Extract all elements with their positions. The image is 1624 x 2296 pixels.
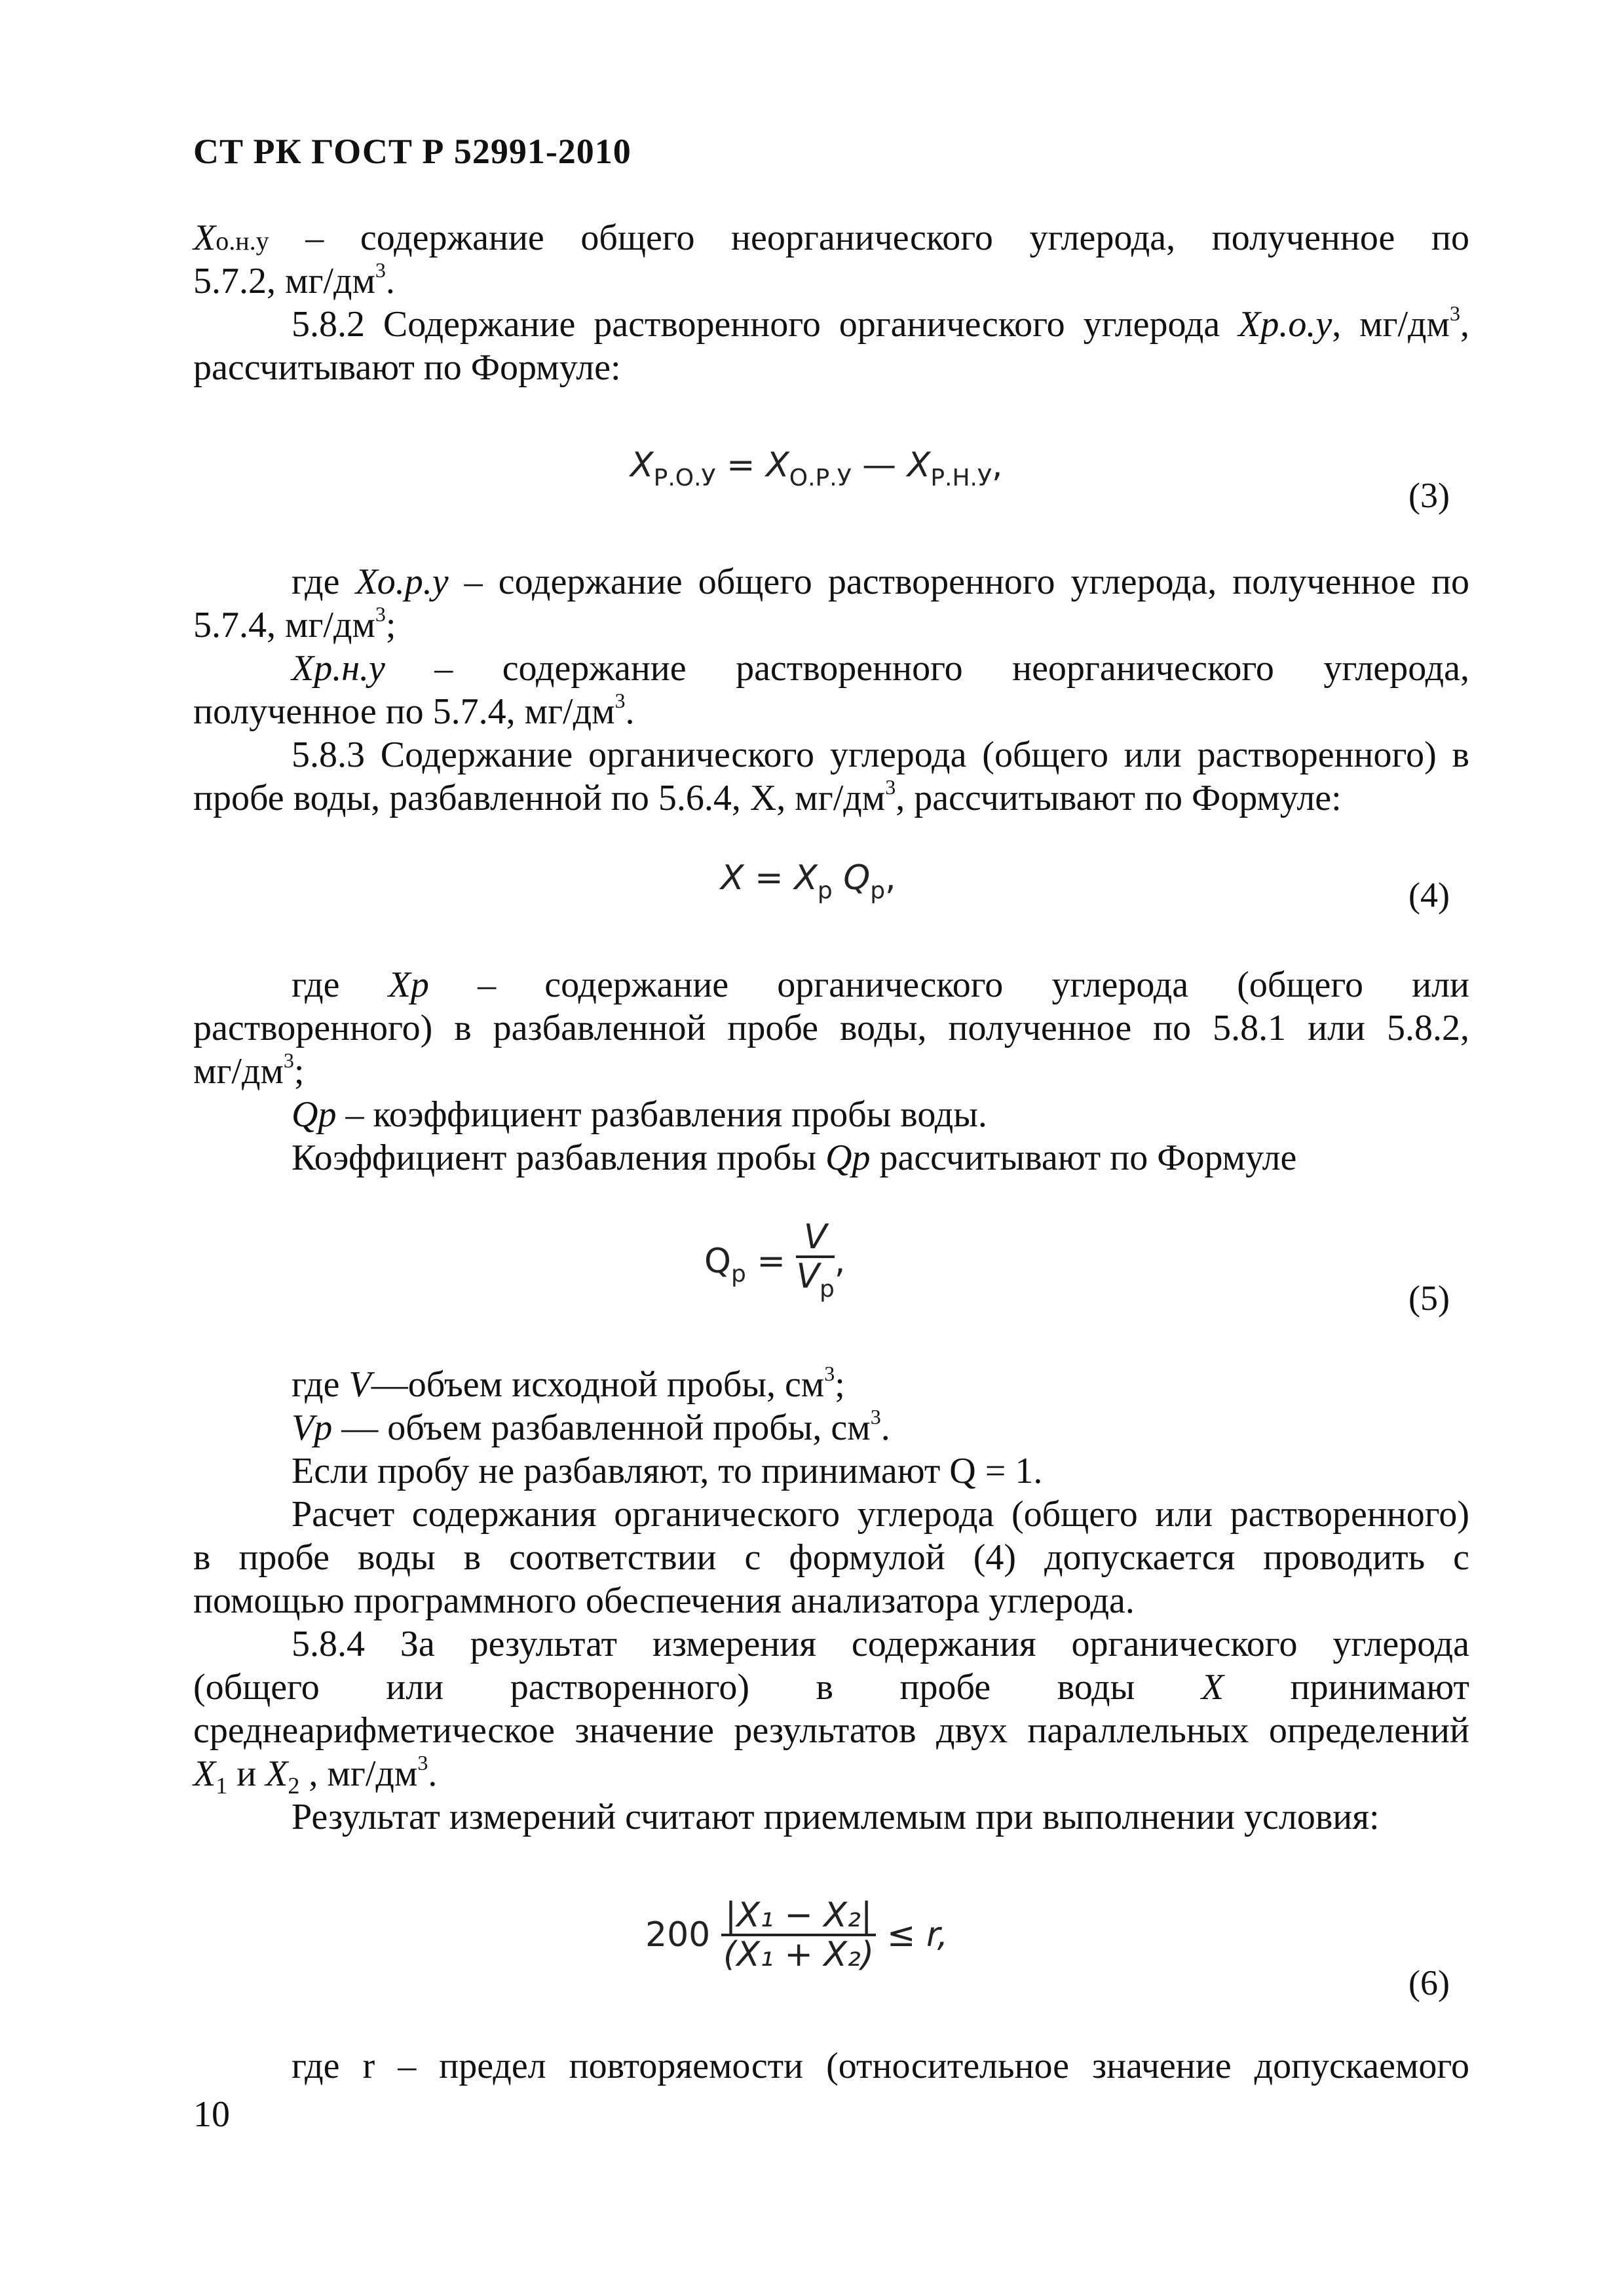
formula-op: ,: [885, 858, 896, 898]
para-calc-line3: помощью программного обеспечения анализатора углерода.: [193, 1580, 1135, 1621]
text: где: [292, 1364, 349, 1405]
text: пробе воды, разбавленной по 5.6.4, Х, мг/дм: [193, 778, 886, 818]
formula-symbol: X: [794, 858, 818, 898]
para-calc-line2: в пробе воды в соответствии с формулой (4) допускается проводить с: [193, 1537, 1469, 1578]
text: рассчитывают по Формуле: [870, 1138, 1297, 1178]
equation-number-4: (4): [1408, 875, 1450, 915]
symbol: Х: [265, 1753, 288, 1794]
symbol: Qр: [292, 1094, 337, 1135]
formula-op: =: [715, 446, 766, 485]
para-5-8-4: 5.8.4 За результат измерения содержания органического углерода: [292, 1624, 1469, 1664]
subscript: 1: [216, 1772, 228, 1799]
formula-symbol: X: [766, 446, 789, 485]
formula-4: [721, 858, 896, 904]
formula-3: [630, 446, 1002, 491]
formula-op: ,: [834, 1242, 846, 1281]
para-qp: [292, 1093, 987, 1136]
fraction-denominator: [796, 1258, 834, 1308]
formula-symbol: Q: [832, 858, 871, 898]
text: ;: [293, 1051, 305, 1092]
para-5-8-4-line4: [193, 1751, 438, 1799]
superscript: 3: [614, 689, 626, 712]
superscript: 3: [824, 1362, 835, 1385]
text: и: [227, 1753, 266, 1794]
formula-sub: p: [730, 1261, 746, 1288]
text: –: [336, 1094, 373, 1135]
fraction-numerator: |X₁ − X₂|: [721, 1897, 877, 1936]
text: –: [448, 562, 499, 602]
symbol: Хо.р.у: [355, 562, 449, 602]
formula-op: =: [746, 1242, 797, 1281]
formula-coef: 200: [645, 1915, 711, 1955]
text: коэффициент разбавления пробы воды.: [373, 1094, 987, 1135]
para-last: где r – предел повторяемости (относительное значение допускаемого: [292, 2046, 1469, 2086]
symbol: Х: [1201, 1667, 1224, 1708]
formula-symbol: X: [721, 858, 744, 898]
document-header: СТ РК ГОСТ Р 52991-2010: [193, 132, 632, 171]
superscript: 3: [375, 258, 386, 282]
fraction-denominator: (X₁ + X₂): [723, 1935, 875, 1974]
para-5-8-4-line3: среднеарифметическое значение результатов двух параллельных определений: [193, 1710, 1469, 1751]
superscript: 3: [1450, 301, 1460, 325]
subscript: 2: [288, 1772, 300, 1799]
formula-sub: р: [817, 877, 833, 904]
symbol: Хр: [388, 965, 429, 1005]
text: содержание общего растворенного углерода, полученное по: [498, 562, 1469, 602]
para-calc-line1: Расчет содержания органического углерода (общего или растворенного): [292, 1494, 1469, 1535]
text: —объем исходной пробы, см: [371, 1364, 825, 1405]
text: – содержание общего неорганического углерода, полученное по: [269, 218, 1469, 258]
equation-number-6: (6): [1408, 1963, 1450, 2002]
symbol-sub: о.н.у: [216, 226, 269, 256]
formula-op: =: [744, 858, 795, 898]
text: .: [880, 1407, 890, 1448]
para-vp: [292, 1406, 890, 1449]
formula-sub: Р.О.У: [653, 465, 716, 491]
para-where-3-cont: [193, 603, 396, 647]
formula-symbol: V: [796, 1257, 820, 1296]
symbol: Qр: [825, 1138, 871, 1178]
text: 5.7.2, мг/дм: [193, 261, 375, 301]
text: ;: [835, 1364, 845, 1405]
formula-op: ,: [991, 446, 1003, 485]
formula-sub: Р.Н.У: [930, 465, 992, 491]
formula-5: [704, 1219, 845, 1308]
superscript: 3: [885, 775, 896, 799]
formula-symbol: X: [907, 446, 931, 485]
text: , мг/дм: [299, 1753, 418, 1794]
superscript: 3: [870, 1405, 881, 1428]
formula-symbol: Q: [704, 1242, 731, 1281]
symbol: Vр: [292, 1407, 333, 1448]
text: мг/дм: [193, 1051, 284, 1092]
text: 5.7.4, мг/дм: [193, 605, 375, 645]
para-xrnu-cont: [193, 690, 635, 733]
para-5-8-3: 5.8.3 Содержание органического углерода (общего или растворенного) в: [292, 735, 1469, 775]
text: .: [625, 691, 635, 732]
text: ,: [1460, 304, 1469, 345]
text: полученное по 5.7.4, мг/дм: [193, 691, 615, 732]
para-no-dilution: Если пробу не разбавляют, то принимают Q = 1.: [292, 1451, 1043, 1491]
symbol: Х: [193, 1753, 216, 1794]
text: , мг/дм: [1332, 304, 1450, 345]
formula-symbol: X: [630, 446, 654, 485]
formula-sub: О.Р.У: [789, 465, 852, 491]
symbol: Хр.о.у: [1238, 304, 1332, 345]
text: принимают: [1224, 1667, 1469, 1708]
para-5-8-2: [292, 303, 1469, 346]
para-where-5: [292, 1363, 845, 1406]
text: .: [385, 261, 395, 301]
symbol: Х: [193, 218, 216, 258]
para-where-3: [292, 560, 1469, 603]
symbol: Хр.н.у: [292, 648, 385, 689]
para-where-4-line3: [193, 1050, 304, 1093]
text: где: [292, 562, 356, 602]
text: – содержание растворенного неорганического углерода,: [385, 648, 1469, 689]
text: – содержание органического углерода (общего или: [428, 965, 1469, 1005]
superscript: 3: [283, 1048, 294, 1072]
superscript: 3: [417, 1751, 428, 1774]
para-xrnu: [292, 647, 1469, 690]
text: Коэффициент разбавления пробы: [292, 1138, 826, 1178]
formula-6: [645, 1897, 948, 1973]
superscript: 3: [375, 602, 386, 626]
equation-number-5: (5): [1408, 1278, 1450, 1318]
text: ;: [385, 605, 396, 645]
para-5-8-4-line2: [193, 1666, 1469, 1709]
formula-op: ≤ r,: [876, 1915, 949, 1955]
para-where-4-line2: растворенного) в разбавленной пробе воды, полученное по 5.8.1 или 5.8.2,: [193, 1008, 1469, 1048]
text: .: [428, 1753, 438, 1794]
para-acceptance: Результат измерений считают приемлемым при выполнении условия:: [292, 1797, 1380, 1837]
formula-op: —: [851, 446, 907, 485]
para-xonu-cont: [193, 259, 395, 303]
para-xonu: [193, 216, 1469, 263]
fraction: [721, 1897, 877, 1973]
formula-sub: р: [870, 877, 886, 904]
para-where-4: [292, 963, 1469, 1006]
fraction: [796, 1219, 834, 1308]
equation-number-3: (3): [1408, 476, 1450, 515]
para-5-8-3-cont: [193, 776, 1342, 820]
text: (общего или растворенного) в пробе воды: [193, 1667, 1201, 1708]
symbol: V: [349, 1364, 371, 1405]
text: , рассчитывают по Формуле:: [896, 778, 1342, 818]
text: где: [292, 965, 388, 1005]
fraction-numerator: V: [796, 1219, 834, 1258]
page-number: 10: [193, 2094, 230, 2135]
para-5-8-2-cont: рассчитывают по Формуле:: [193, 347, 621, 388]
text: — объем разбавленной пробы, см: [332, 1407, 871, 1448]
formula-sub: p: [820, 1276, 835, 1303]
para-qp-formula-intro: [292, 1136, 1296, 1179]
text: 5.8.2 Содержание растворенного органического углерода: [292, 304, 1239, 345]
